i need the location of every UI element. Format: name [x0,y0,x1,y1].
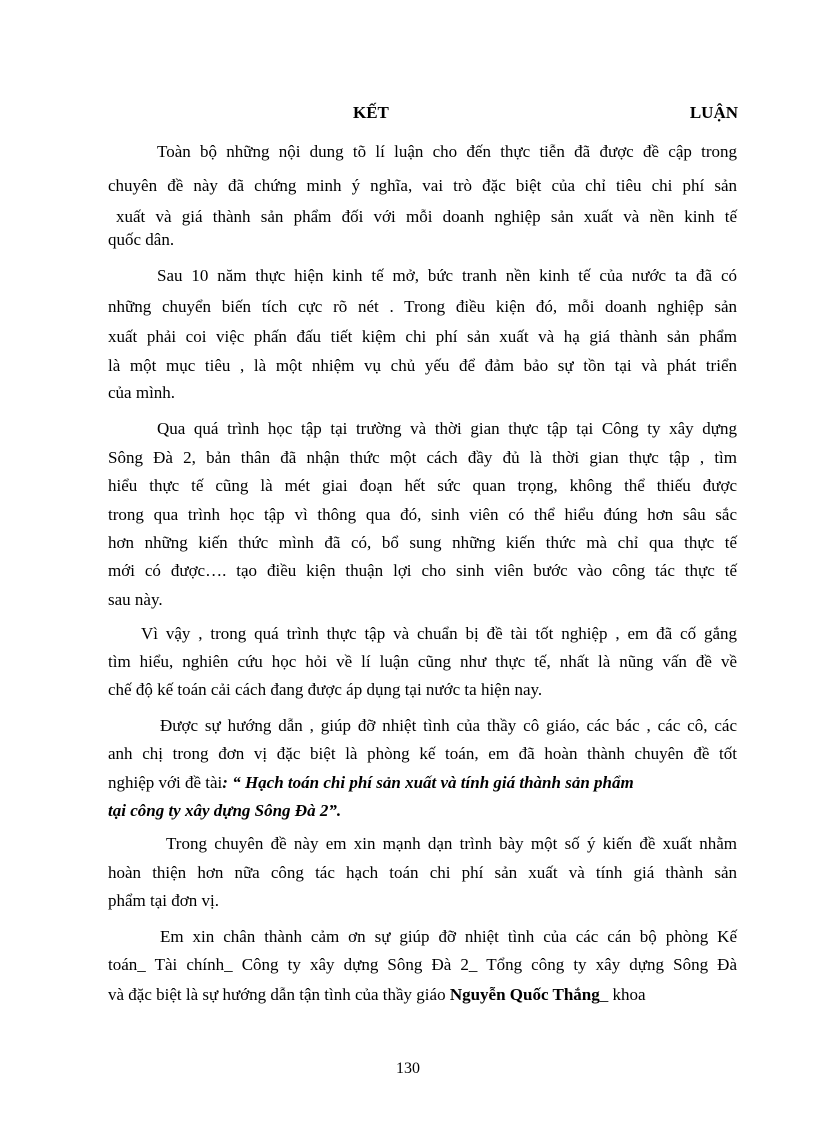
paragraph-1-line-3: xuất và giá thành sản phẩm đối với mỗi doanh nghiệp sản xuất và nền kinh tế [116,207,737,226]
topic-intro-text: nghiệp với đề tài [108,773,223,792]
paragraph-6-line-3: phẩm tại đơn vị. [108,891,219,910]
paragraph-5-line-3 [108,772,634,794]
paragraph-3-line-1: Qua quá trình học tập tại trường và thời gian thực tập tại Công ty xây dựng [157,419,737,438]
paragraph-7-line-3 [108,984,646,1006]
paragraph-3-line-2: Sông Đà 2, bản thân đã nhận thức một cách đầy đủ là thời gian thực tập , tìm [108,448,737,467]
paragraph-7-line-1: Em xin chân thành cảm ơn sự giúp đỡ nhiệt tình của các cán bộ phòng Kế [160,927,737,946]
paragraph-4-line-1: Vì vậy , trong quá trình thực tập và chuẩn bị đề tài tốt nghiệp , em đã cố gắng [141,624,737,643]
paragraph-1-line-4: quốc dân. [108,230,175,249]
paragraph-3-line-4: trong qua trình học tập vì thông qua đó, sinh viên có thể hiểu đúng hơn sâu sắc [108,505,737,524]
page-number: 130 [396,1060,420,1077]
advisor-name: Nguyễn Quốc Thắng [449,985,600,1004]
paragraph-3-line-3: hiểu thực tế cũng là mét giai đoạn hết sức quan trọng, không thể thiếu được [108,476,737,495]
paragraph-1-line-2: chuyên đề này đã chứng minh ý nghĩa, vai trò đặc biệt của chỉ tiêu chi phí sản [108,176,737,195]
title-word-2: LUẬN [689,103,738,122]
paragraph-3-line-7: sau này. [108,590,163,609]
title-word-1: KẾT [353,103,389,122]
paragraph-2-line-1: Sau 10 năm thực hiện kinh tế mở, bức tranh nền kinh tế của nước ta đã có [157,266,737,285]
acknowledgement-text: và đặc biệt là sự hướng dẫn tận tình của thầy giáo [108,985,450,1004]
paragraph-2-line-4: là một mục tiêu , là một nhiệm vụ chủ yếu để đảm bảo sự tồn tại và phát triển [108,356,737,375]
thesis-topic-title: : “ Hạch toán chi phí sản xuất và tính giá thành sản phẩm [222,773,634,792]
paragraph-5-line-1: Được sự hướng dẫn , giúp đỡ nhiệt tình của thầy cô giáo, các bác , các cô, các [160,716,737,735]
paragraph-5-line-2: anh chị trong đơn vị đặc biệt là phòng kế toán, em đã hoàn thành chuyên đề tốt [108,744,737,763]
paragraph-2-line-5: của mình. [108,383,176,402]
paragraph-1-line-1: Toàn bộ những nội dung tõ lí luận cho đến thực tiễn đã được đề cập trong [157,142,737,161]
paragraph-5-line-4: tại công ty xây dựng Sông Đà 2”. [108,801,342,820]
paragraph-3-line-5: hơn những kiến thức mình đã có, bổ sung những kiến thức mà chỉ qua thực tế [108,533,737,552]
paragraph-2-line-3: xuất phải coi việc phấn đấu tiết kiệm chi phí sản xuất và hạ giá thành sản phẩm [108,327,737,346]
paragraph-6-line-2: hoàn thiện hơn nữa công tác hạch toán chi phí sản xuất và tính giá thành sản [108,863,737,882]
paragraph-3-line-6: mới có được…. tạo điều kiện thuận lợi cho sinh viên bước vào công tác thực tế [108,561,737,580]
paragraph-4-line-2: tìm hiểu, nghiên cứu học hỏi về lí luận cũng như thực tế, nhất là nũng vấn đề về [108,652,737,671]
paragraph-6-line-1: Trong chuyên đề này em xin mạnh dạn trình bày một số ý kiến đề xuất nhằm [166,834,737,853]
page-title [0,103,816,127]
paragraph-2-line-2: những chuyển biến tích cực rõ nét . Trong điều kiện đó, mỗi doanh nghiệp sản [108,297,737,316]
paragraph-4-line-3: chế độ kế toán cải cách đang được áp dụng tại nước ta hiện nay. [108,680,543,699]
paragraph-7-line-2: toán_ Tài chính_ Công ty xây dựng Sông Đà 2_ Tổng công ty xây dựng Sông Đà [108,955,737,974]
acknowledgement-suffix: _ khoa [599,985,646,1004]
